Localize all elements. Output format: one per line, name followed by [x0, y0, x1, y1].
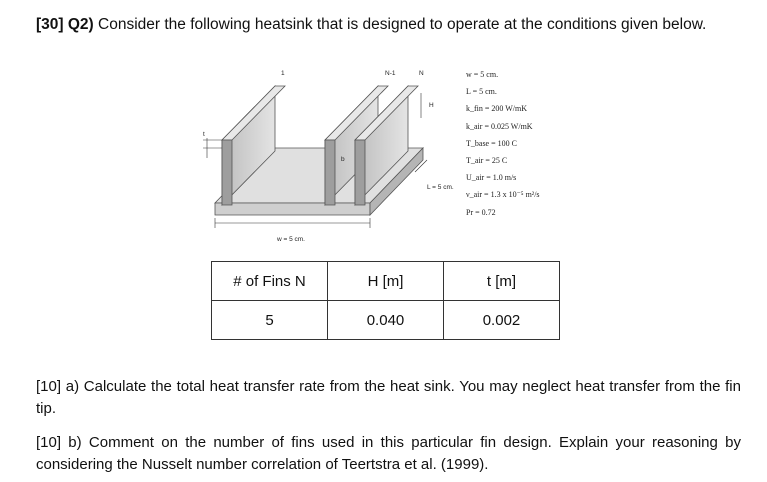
param-w: w = 5 cm.	[466, 70, 499, 79]
label-spacing: b	[341, 156, 345, 163]
value-height: 0.040	[328, 301, 444, 340]
question-points: [30] Q2)	[36, 16, 94, 33]
question-title	[36, 16, 706, 34]
fin-data-table	[211, 261, 560, 340]
header-height: H [m]	[328, 262, 444, 301]
header-fins: # of Fins N	[212, 262, 328, 301]
param-nu-air: ν_air = 1.3 x 10⁻⁵ m²/s	[466, 190, 540, 200]
parameter-list	[466, 66, 540, 221]
label-thickness: t	[203, 131, 205, 138]
fin-n-front	[355, 140, 365, 205]
label-fin-n-minus-1: N-1	[385, 70, 396, 77]
part-b: [10] b) Comment on the number of fins used in this particular fin design. Explain your reasoning by considering the Nusselt number correlation of Teertstra et al. (1999).	[36, 434, 741, 473]
fin-1-front	[222, 140, 232, 205]
param-u-air: U_air = 1.0 m/s	[466, 173, 517, 183]
fin-n-1-front	[325, 140, 335, 205]
param-l: L = 5 cm.	[466, 87, 497, 97]
param-k-air: k_air = 0.025 W/mK	[466, 121, 533, 131]
question-text: Consider the following heatsink that is designed to operate at the conditions given below.	[93, 16, 707, 33]
label-height: H	[429, 102, 434, 109]
param-t-air: T_air = 25 C	[466, 156, 508, 166]
param-pr: Pr = 0.72	[466, 207, 496, 217]
label-length: L = 5 cm.	[427, 184, 454, 191]
header-thickness: t [m]	[444, 262, 560, 301]
param-t-base: T_base = 100 C	[466, 138, 517, 148]
part-a: [10] a) Calculate the total heat transfer rate from the heat sink. You may neglect heat transfer from the fin tip.	[36, 378, 741, 417]
value-fins: 5	[212, 301, 328, 340]
table-header-row	[212, 262, 560, 301]
label-width: w = 5 cm.	[277, 236, 305, 243]
value-thickness: 0.002	[444, 301, 560, 340]
table-row	[212, 301, 560, 340]
label-fin-n: N	[419, 70, 424, 77]
base-front-face	[215, 203, 370, 215]
label-fin-1: 1	[281, 70, 285, 77]
param-k-fin: k_fin = 200 W/mK	[466, 104, 528, 114]
